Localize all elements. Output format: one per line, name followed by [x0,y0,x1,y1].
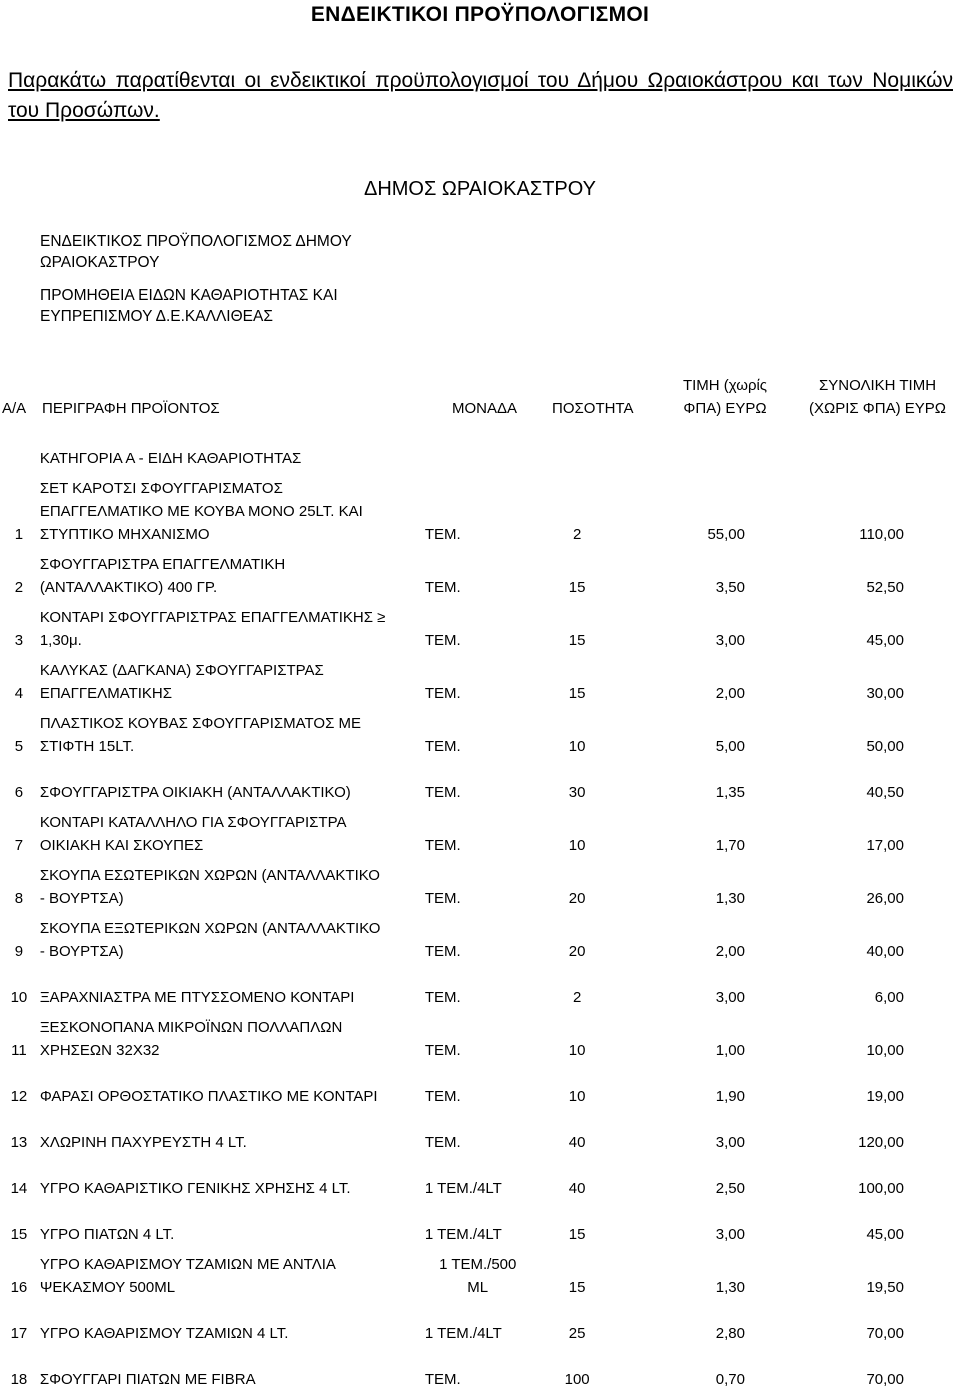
row-price: 3,00 [715,1134,745,1151]
row-price: 3,50 [715,579,745,596]
table-row [0,804,960,857]
table-row [0,546,960,599]
row-total: 26,00 [866,890,904,907]
table-row [0,1108,960,1154]
col-header-price-line2: ΦΠΑ) ΕΥΡΩ [683,400,767,417]
table-row [0,1009,960,1062]
row-qty: 15 [568,1226,586,1243]
row-price: 2,80 [715,1325,745,1342]
row-unit: ΤΕΜ. [424,579,461,596]
row-desc: ΣΚΟΥΠΑ ΕΣΩΤΕΡΙΚΩΝ ΧΩΡΩΝ (ΑΝΤΑΛΛΑΚΤΙΚΟ - ΒΟΥΡΤΣΑ) [39,867,380,907]
municipality-heading: ΔΗΜΟΣ ΩΡΑΙΟΚΑΣΤΡΟΥ [363,178,597,200]
row-unit: 1 ΤΕΜ./500 ML [439,1256,517,1296]
col-header-total-line2: (ΧΩΡΙΣ ΦΠΑ) ΕΥΡΩ [808,400,947,417]
row-total: 100,00 [858,1180,904,1197]
category-row [0,432,960,474]
row-qty: 20 [568,890,586,907]
budget-header-block [40,231,352,273]
row-unit: ΤΕΜ. [424,989,461,1006]
row-qty: 20 [568,943,586,960]
row-qty: 10 [568,837,586,854]
row-total: 120,00 [858,1134,904,1151]
row-total: 50,00 [866,738,904,755]
table-row [0,910,960,963]
row-num: 5 [14,738,24,755]
row-unit: ΤΕΜ. [424,1371,461,1388]
row-unit: ΤΕΜ. [424,784,461,801]
row-total: 70,00 [866,1371,904,1388]
row-desc: ΚΟΝΤΑΡΙ ΣΦΟΥΓΓΑΡΙΣΤΡΑΣ ΕΠΑΓΓΕΛΜΑΤΙΚΗΣ ≥ 1,30μ. [39,609,386,649]
row-qty: 15 [568,685,586,702]
col-header-price [655,374,795,420]
row-num: 1 [14,526,24,543]
table-row [0,705,960,758]
row-price: 2,00 [715,685,745,702]
row-price: 1,30 [715,890,745,907]
row-qty: 10 [568,738,586,755]
row-price: 3,00 [715,989,745,1006]
document-title: ΕΝΔΕΙΚΤΙΚΟΙ ΠΡΟΫΠΟΛΟΓΙΣΜΟΙ [310,3,650,26]
row-desc: ΞΕΣΚΟΝΟΠΑΝΑ ΜΙΚΡΟΪΝΩΝ ΠΟΛΛΑΠΛΩΝ ΧΡΗΣΕΩΝ 32Χ32 [39,1019,343,1059]
row-qty: 100 [564,1371,590,1388]
table-row [0,857,960,910]
row-qty: 15 [568,1279,586,1296]
row-desc: ΠΛΑΣΤΙΚΟΣ ΚΟΥΒΑΣ ΣΦΟΥΓΓΑΡΙΣΜΑΤΟΣ ΜΕ ΣΤΙΦΤΗ 15LT. [39,715,362,755]
row-num: 12 [10,1088,28,1105]
table-row [0,1299,960,1345]
col-header-qty: ΠΟΣΟΤΗΤΑ [552,400,634,417]
table-row [0,599,960,652]
row-unit: ΤΕΜ. [424,685,461,702]
row-qty: 15 [568,632,586,649]
row-num: 10 [10,989,28,1006]
col-header-unit: ΜΟΝΑΔΑ [452,400,518,417]
row-desc: ΥΓΡΟ ΚΑΘΑΡΙΣΤΙΚΟ ΓΕΝΙΚΗΣ ΧΡΗΣΗΣ 4 LT. [39,1180,351,1197]
col-header-price-line1: ΤΙΜΗ (χωρίς [682,377,768,394]
row-price: 1,70 [715,837,745,854]
budget-header-line3: ΠΡΟΜΗΘΕΙΑ ΕΙΔΩΝ ΚΑΘΑΡΙΟΤΗΤΑΣ ΚΑΙ [40,287,338,304]
row-price: 1,90 [715,1088,745,1105]
row-total: 17,00 [866,837,904,854]
row-num: 18 [10,1371,28,1388]
budget-header-line1: ΕΝΔΕΙΚΤΙΚΟΣ ΠΡΟΫΠΟΛΟΓΙΣΜΟΣ ΔΗΜΟΥ [40,233,352,250]
row-desc: ΣΕΤ ΚΑΡΟΤΣΙ ΣΦΟΥΓΓΑΡΙΣΜΑΤΟΣ ΕΠΑΓΓΕΛΜΑΤΙΚΟ ΜΕ ΚΟΥΒΑ ΜΟΝΟ 25LT. ΚΑΙ ΣΤΥΠΤΙΚΟ ΜΗΧΑΝΙΣΜΟ [39,480,363,543]
supply-header-block [40,285,338,327]
table-row [0,1345,960,1391]
row-desc: ΞΑΡΑΧΝΙΑΣΤΡΑ ΜΕ ΠΤΥΣΣΟΜΕΝΟ ΚΟΝΤΑΡΙ [39,989,355,1006]
row-unit: ΤΕΜ. [424,890,461,907]
row-desc: ΣΦΟΥΓΓΑΡΙΣΤΡΑ ΕΠΑΓΓΕΛΜΑΤΙΚΗ (ΑΝΤΑΛΛΑΚΤΙΚΟ) 400 ΓΡ. [39,556,286,596]
row-price: 1,00 [715,1042,745,1059]
row-total: 30,00 [866,685,904,702]
row-num: 6 [14,784,24,801]
row-unit: ΤΕΜ. [424,943,461,960]
items-table-body [0,432,960,1391]
items-table [0,432,960,1391]
row-price: 2,50 [715,1180,745,1197]
row-desc: ΣΦΟΥΓΓΑΡΙ ΠΙΑΤΩΝ ΜΕ FIBRA [39,1371,256,1388]
col-header-total-line1: ΣΥΝΟΛΙΚΗ ΤΙΜΗ [818,377,937,394]
col-header-desc: ΠΕΡΙΓΡΑΦΗ ΠΡΟΪΟΝΤΟΣ [42,400,220,417]
row-unit: ΤΕΜ. [424,526,461,543]
row-total: 70,00 [866,1325,904,1342]
row-unit: ΤΕΜ. [424,837,461,854]
row-num: 16 [10,1279,28,1296]
row-desc: ΦΑΡΑΣΙ ΟΡΘΟΣΤΑΤΙΚΟ ΠΛΑΣΤΙΚΟ ΜΕ ΚΟΝΤΑΡΙ [39,1088,378,1105]
table-row [0,963,960,1009]
row-price: 3,00 [715,632,745,649]
table-row [0,1200,960,1246]
row-qty: 15 [568,579,586,596]
row-qty: 2 [572,526,582,543]
row-unit: ΤΕΜ. [424,1134,461,1151]
row-total: 45,00 [866,632,904,649]
col-header-num: Α/Α [2,400,27,417]
row-num: 9 [14,943,24,960]
intro-paragraph [8,66,953,126]
row-desc: ΥΓΡΟ ΠΙΑΤΩΝ 4 LT. [39,1226,175,1243]
row-num: 13 [10,1134,28,1151]
row-price: 5,00 [715,738,745,755]
budget-header-line2: ΩΡΑΙΟΚΑΣΤΡΟΥ [40,254,160,271]
row-desc: ΥΓΡΟ ΚΑΘΑΡΙΣΜΟΥ ΤΖΑΜΙΩΝ ΜΕ ΑΝΤΛΙΑ ΨΕΚΑΣΜΟΥ 500ML [39,1256,336,1296]
row-qty: 40 [568,1180,586,1197]
row-total: 19,00 [866,1088,904,1105]
row-num: 3 [14,632,24,649]
row-num: 8 [14,890,24,907]
table-row [0,1246,960,1299]
row-num: 11 [11,1042,27,1059]
row-desc: ΣΚΟΥΠΑ ΕΞΩΤΕΡΙΚΩΝ ΧΩΡΩΝ (ΑΝΤΑΛΛΑΚΤΙΚΟ - ΒΟΥΡΤΣΑ) [39,920,381,960]
row-total: 40,50 [866,784,904,801]
row-unit: 1 ΤΕΜ./4LT [424,1325,502,1342]
row-qty: 25 [568,1325,586,1342]
row-num: 17 [10,1325,28,1342]
intro-text: Παρακάτω παρατίθενται οι ενδεικτικοί προϋπολογισμοί του Δήμου Ωραιοκάστρου και των Νομικών του Προσώπων. [8,69,953,122]
row-desc: ΧΛΩΡΙΝΗ ΠΑΧΥΡΕΥΣΤΗ 4 LT. [39,1134,247,1151]
category-label: ΚΑΤΗΓΟΡΙΑ Α - ΕΙΔΗ ΚΑΘΑΡΙΟΤΗΤΑΣ [39,450,302,467]
row-qty: 2 [572,989,582,1006]
row-total: 110,00 [859,526,904,543]
row-num: 4 [14,685,24,702]
row-total: 52,50 [866,579,904,596]
row-qty: 40 [568,1134,586,1151]
row-desc: ΣΦΟΥΓΓΑΡΙΣΤΡΑ ΟΙΚΙΑΚΗ (ΑΝΤΑΛΛΑΚΤΙΚΟ) [39,784,351,801]
row-num: 14 [10,1180,28,1197]
row-price: 1,35 [715,784,745,801]
row-price: 55,00 [707,526,745,543]
row-total: 6,00 [874,989,904,1006]
budget-header-line4: ΕΥΠΡΕΠΙΣΜΟΥ Δ.Ε.ΚΑΛΛΙΘΕΑΣ [40,308,273,325]
row-total: 10,00 [866,1042,904,1059]
row-price: 2,00 [715,943,745,960]
row-unit: ΤΕΜ. [424,632,461,649]
row-unit: ΤΕΜ. [424,1088,461,1105]
table-row [0,1062,960,1108]
table-row [0,758,960,804]
row-price: 1,30 [715,1279,745,1296]
col-header-total [795,374,960,420]
table-row [0,1154,960,1200]
table-row [0,652,960,705]
row-unit: ΤΕΜ. [424,738,461,755]
row-unit: 1 ΤΕΜ./4LT [424,1180,502,1197]
row-unit: ΤΕΜ. [424,1042,461,1059]
row-desc: ΚΑΛΥΚΑΣ (ΔΑΓΚΑΝΑ) ΣΦΟΥΓΓΑΡΙΣΤΡΑΣ ΕΠΑΓΓΕΛΜΑΤΙΚΗΣ [39,662,324,702]
row-num: 2 [14,579,24,596]
row-total: 19,50 [866,1279,904,1296]
row-price: 3,00 [715,1226,745,1243]
row-num: 15 [10,1226,28,1243]
row-unit: 1 ΤΕΜ./4LT [424,1226,502,1243]
row-total: 45,00 [866,1226,904,1243]
row-desc: ΚΟΝΤΑΡΙ ΚΑΤΑΛΛΗΛΟ ΓΙΑ ΣΦΟΥΓΓΑΡΙΣΤΡΑ ΟΙΚΙΑΚΗ ΚΑΙ ΣΚΟΥΠΕΣ [39,814,347,854]
row-desc: ΥΓΡΟ ΚΑΘΑΡΙΣΜΟΥ ΤΖΑΜΙΩΝ 4 LT. [39,1325,289,1342]
row-qty: 10 [568,1042,586,1059]
row-price: 0,70 [715,1371,745,1388]
row-qty: 30 [568,784,586,801]
row-qty: 10 [568,1088,586,1105]
table-row [0,474,960,546]
row-total: 40,00 [866,943,904,960]
row-num: 7 [14,837,24,854]
